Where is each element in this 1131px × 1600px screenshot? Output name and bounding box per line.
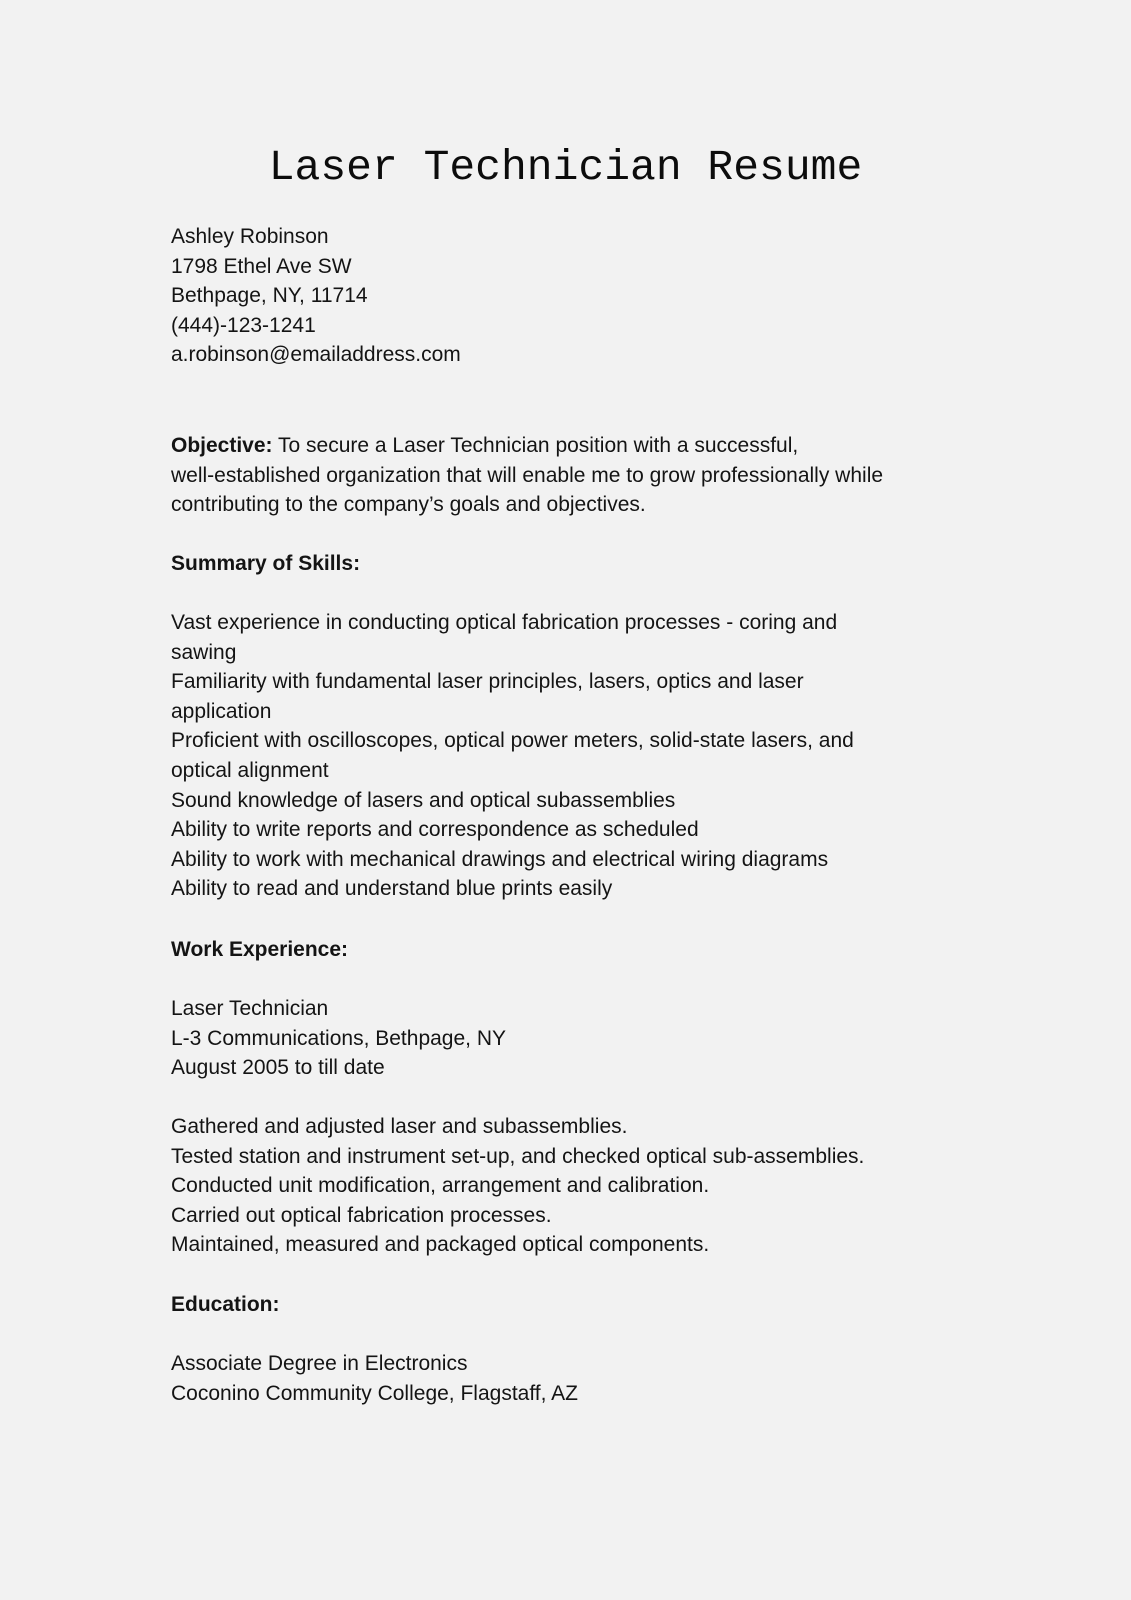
education-section-heading [171, 1290, 971, 1320]
skill-line: Ability to read and understand blue prints easily [171, 877, 613, 901]
skills-heading: Summary of Skills: [171, 552, 361, 575]
skill-line: Familiarity with fundamental laser principles, lasers, optics and laser [171, 670, 804, 694]
duty-line: Conducted unit modification, arrangement and calibration. [171, 1174, 710, 1198]
contact-phone: (444)-123-1241 [171, 313, 316, 337]
objective-line-3: contributing to the company’s goals and objectives. [171, 493, 646, 517]
skill-line: Vast experience in conducting optical fabrication processes - coring and [171, 611, 838, 634]
skill-line: Ability to work with mechanical drawings and electrical wiring diagrams [171, 847, 829, 871]
education-info [171, 1349, 971, 1408]
skills-list [171, 608, 971, 904]
work-info [171, 994, 971, 1083]
job-dates: August 2005 to till date [171, 1056, 385, 1080]
contact-block [171, 222, 971, 370]
work-heading: Work Experience: [171, 938, 349, 961]
objective-line-1 [171, 431, 971, 461]
contact-name: Ashley Robinson [171, 225, 329, 248]
objective-section [171, 431, 971, 520]
objective-text-1: To secure a Laser Technician position with a successful, [272, 434, 799, 457]
skill-line: sawing [171, 640, 237, 664]
duty-line: Carried out optical fabrication processes. [171, 1203, 552, 1227]
work-section-heading [171, 935, 971, 965]
education-degree: Associate Degree in Electronics [171, 1352, 468, 1375]
objective-line-2: well-established organization that will enable me to grow professionally while [171, 463, 884, 487]
objective-label: Objective: [171, 434, 273, 457]
education-heading: Education: [171, 1293, 280, 1316]
work-duties-list [171, 1112, 971, 1260]
skills-section-heading [171, 549, 971, 579]
education-school: Coconino Community College, Flagstaff, AZ [171, 1381, 578, 1405]
duty-line: Maintained, measured and packaged optical components. [171, 1233, 710, 1257]
job-company: L-3 Communications, Bethpage, NY [171, 1026, 507, 1050]
skill-line: Sound knowledge of lasers and optical subassemblies [171, 788, 676, 812]
page-title: Laser Technician Resume [268, 143, 863, 192]
contact-city: Bethpage, NY, 11714 [171, 284, 368, 308]
contact-email: a.robinson@emailaddress.com [171, 343, 461, 367]
skill-line: optical alignment [171, 758, 329, 782]
duty-line: Gathered and adjusted laser and subassemblies. [171, 1115, 628, 1138]
contact-street: 1798 Ethel Ave SW [171, 254, 352, 278]
skill-line: Proficient with oscilloscopes, optical power meters, solid-state lasers, and [171, 729, 854, 753]
skill-line: application [171, 699, 272, 723]
job-title: Laser Technician [171, 997, 329, 1020]
skill-line: Ability to write reports and correspondence as scheduled [171, 818, 699, 842]
duty-line: Tested station and instrument set-up, and checked optical sub-assemblies. [171, 1144, 865, 1168]
